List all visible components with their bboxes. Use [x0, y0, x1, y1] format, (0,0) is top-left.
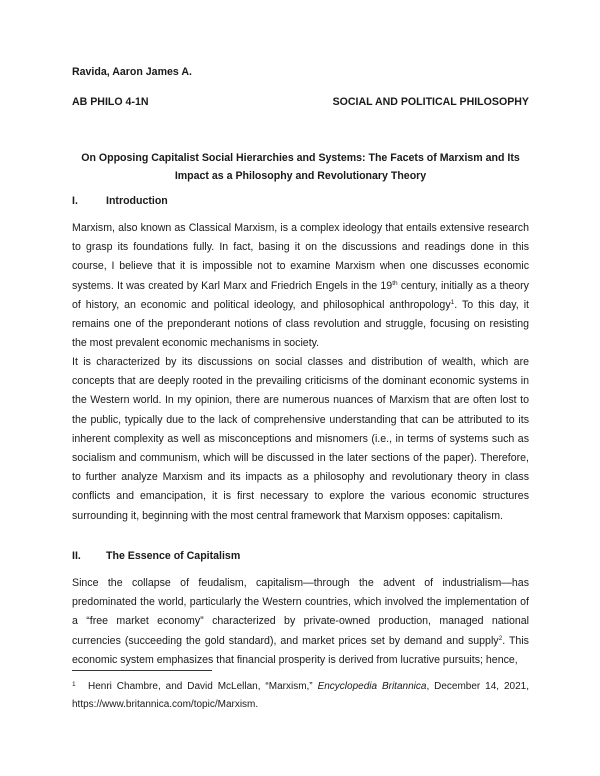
section-number: I.: [72, 195, 78, 207]
section-title: The Essence of Capitalism: [106, 550, 241, 562]
title-line-2: Impact as a Philosophy and Revolutionary Theory: [174, 170, 427, 182]
subject-name: SOCIAL AND POLITICAL PHILOSOPHY: [332, 96, 529, 108]
section-heading-capitalism: [72, 550, 240, 562]
introduction-paragraph-2: [72, 353, 529, 526]
footnote-1: [72, 676, 529, 714]
footnote-number: 1: [72, 681, 76, 688]
author-name: Ravida, Aaron James A.: [72, 66, 192, 78]
paragraph-text: It is characterized by its discussions on social classes and distribution of wealth, which are concepts that are deeply rooted in the prevailing criticisms of the dominant economic systems in the Western world. In my opinion, there are numerous nuances of Marxism that are often lost to the public, typically due to the lack of comprehensive understanding that can be attributed to its inherent complexity as well as misconceptions and misnomers (i.e., in terms of systems such as socialism and communism, which will be discussed in the later sections of the paper). Therefore, to further analyze Marxism and its impacts as a philosophy and revolutionary theory in class conflicts and emancipation, it is first necessary to explore the various economic structures surrounding it, beginning with the most central framework that Marxism opposes: capitalism.: [72, 356, 529, 522]
section-number: II.: [72, 550, 81, 562]
introduction-paragraph-1: [72, 219, 529, 353]
footnote-publication: Encyclopedia Britannica: [317, 681, 427, 692]
paragraph-text: Marxism, also known as Classical Marxism, is a complex ideology that entails extensive research to grasp its foundations fully. In fact, basing it on the discussions and readings done in this course, I believe that it is impossible not to examine Marxism when one discusses economic systems. It was created by Karl Marx and Friedrich Engels in the 19: [72, 222, 529, 292]
course-code: AB PHILO 4-1N: [72, 96, 149, 108]
title-line-1: On Opposing Capitalist Social Hierarchies and Systems: The Facets of Marxism and Its: [81, 152, 520, 164]
capitalism-paragraph-1: [72, 574, 529, 670]
paragraph-text: . This economic system emphasizes that financial prosperity is derived from lucrative pursuits; hence,: [72, 634, 529, 666]
footnote-ref-1[interactable]: 1: [450, 298, 455, 306]
paper-title: [72, 149, 529, 185]
paragraph-text: Since the collapse of feudalism, capitalism—through the advent of industrialism—has predominated the world, particularly the Western countries, which involved the implementation of a “free market economy” characterized by private-owned production, managed national currencies (succeeding the gold standard), and market prices set by demand and supply: [72, 577, 529, 647]
section-heading-introduction: [72, 195, 168, 207]
footnote-divider: [72, 670, 212, 671]
paragraph-text: century, initially as a theory of history, an economic and political ideology, and philosophical anthropology: [72, 279, 529, 311]
section-title: Introduction: [106, 195, 168, 207]
superscript: th: [392, 279, 398, 287]
paragraph-text: . To this day, it remains one of the preponderant notions of class revolution and struggle, focusing on resisting the most prevalent economic mechanisms in society.: [72, 298, 529, 350]
footnote-details: , December 14, 2021, https://www.britannica.com/topic/Marxism.: [72, 681, 530, 710]
footnote-ref-2[interactable]: 2: [498, 634, 503, 642]
footnote-authors: Henri Chambre, and David McLellan, “Marxism,”: [88, 681, 318, 692]
